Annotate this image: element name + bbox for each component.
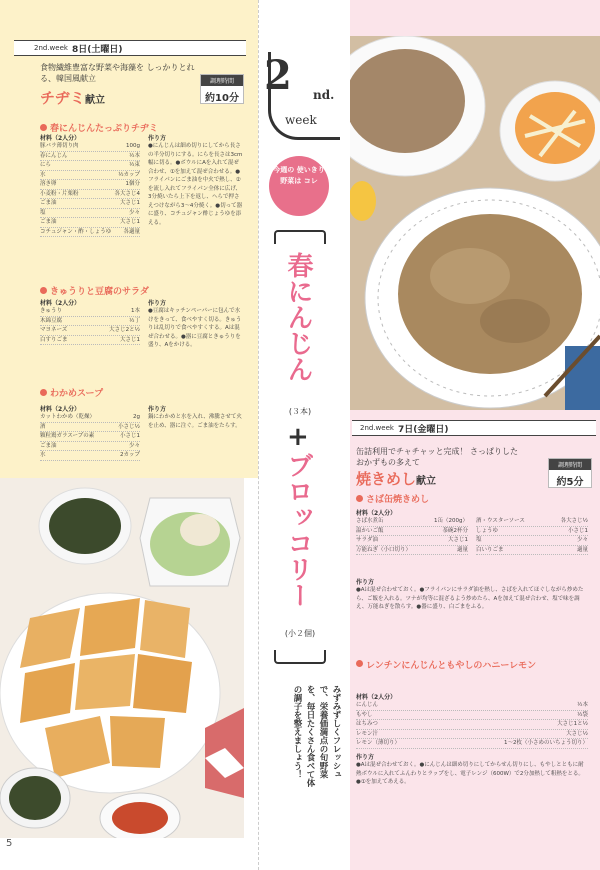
ingredient-amount: 適量 xyxy=(456,546,468,553)
ingredient-amount: 小さじ1 xyxy=(120,433,140,439)
ingredient-amount: 小さじ1 xyxy=(568,527,588,534)
ingredient-row xyxy=(476,527,588,537)
plus-sign: + xyxy=(287,422,309,452)
ingredient-amount: 各大さじ½ xyxy=(560,518,588,524)
time-value: 約5分 xyxy=(556,477,584,488)
ingredient-row xyxy=(40,199,140,209)
steps-honey-lemon: ●Aは混ぜ合わせておく。●にんじんは細め切りにしてからせん切りにし、もやしとともに耐熱ボウルに入れてふんわりとラップをし、電子レンジ（600W）で2分加熱して粗熱をとる。●①を加えてあえる。 xyxy=(356,762,584,785)
ingredient-row xyxy=(40,142,140,152)
ingredient-amount: 大さじ½ xyxy=(566,730,588,737)
ingredient-row xyxy=(40,326,140,336)
menu-name: チヂミ xyxy=(40,89,86,107)
ingredient-row xyxy=(476,546,588,556)
ingredient-name: 溶き卵 xyxy=(40,181,57,187)
bullet-icon xyxy=(356,660,363,667)
ingredients-header: 材料（2人分） xyxy=(356,510,397,517)
ingredient-name: 万能ねぎ（小口切り） xyxy=(356,546,412,553)
ingredients-list-saba-b xyxy=(476,517,588,555)
dish-name: わかめスープ xyxy=(50,389,104,399)
ingredient-row xyxy=(40,307,140,317)
ingredient-name: にんじん xyxy=(356,702,379,708)
ingredients-header: 材料（2人分） xyxy=(40,300,81,307)
veg-frame-top xyxy=(274,230,326,244)
bullet-icon xyxy=(356,495,363,502)
right-menu-intro: 缶詰利用でチャチャッと完成！ さっぱりしたおかずもの多えて xyxy=(356,447,519,467)
center-description: みずみずしくフレッシュで、栄養価満点の旬野菜を、毎日たくさん食べて体の調子を整えましょう！ xyxy=(292,685,341,787)
dish-title-saba xyxy=(356,492,429,505)
chijimi-photo xyxy=(0,478,244,838)
ingredient-amount: 1個分 xyxy=(125,181,140,187)
ingredient-row xyxy=(40,413,140,423)
ingredient-amount: 小さじ½ xyxy=(118,423,140,430)
ingredient-amount: 1本 xyxy=(131,308,140,314)
left-menu-intro: 食物繊維豊富な野菜や海藻を しっかりとれる、韓国風献立 xyxy=(40,63,195,83)
ingredient-amount: 大さじ1と½ xyxy=(557,721,588,727)
ingredient-amount: ½袋 xyxy=(577,711,588,718)
ingredient-amount: 大さじ1 xyxy=(448,537,468,543)
ingredient-name: マヨネーズ xyxy=(40,327,68,333)
menu-suffix: 献立 xyxy=(85,95,106,106)
ingredient-amount: 各適量 xyxy=(123,228,140,235)
ingredient-amount: 少々 xyxy=(128,442,140,449)
yakimeshi-photo xyxy=(350,36,600,410)
ingredient-amount: 1缶（200g） xyxy=(434,518,468,524)
ingredients-list-soup xyxy=(40,413,140,461)
ingredient-name: もやし xyxy=(356,711,373,718)
bullet-icon xyxy=(40,124,47,131)
ingredient-name: 小麦粉・片栗粉 xyxy=(40,190,79,197)
ingredients-list-honey-lemon xyxy=(356,701,588,749)
ingredient-row xyxy=(40,209,140,219)
ingredient-name: きゅうり xyxy=(40,308,63,314)
ingredient-row xyxy=(356,711,588,721)
week-word: week xyxy=(285,113,317,127)
vegetable-count-broccoli: (小２個) xyxy=(284,629,316,638)
vegetable-name-broccoli: ブロッコリー xyxy=(283,452,313,608)
steps-header: 作り方 xyxy=(356,579,375,586)
ingredients-header: 材料（2人分） xyxy=(40,406,81,413)
menu-name: 焼きめし xyxy=(356,470,417,488)
left-menu-title xyxy=(40,87,105,108)
ingredient-amount: 少々 xyxy=(128,209,140,216)
ingredient-name: カットわかめ（乾燥） xyxy=(40,414,95,420)
ingredient-name: ごま油 xyxy=(40,219,57,225)
page-number: 5 xyxy=(6,838,13,849)
day-date: 8日(土曜日) xyxy=(71,44,123,55)
steps-header: 作り方 xyxy=(148,300,167,307)
time-value: 約10分 xyxy=(205,93,239,104)
steps-header: 作り方 xyxy=(148,135,167,142)
ingredient-row xyxy=(356,720,588,730)
ingredient-name: 春にんじん xyxy=(40,152,68,159)
ingredient-row xyxy=(40,228,140,238)
ingredient-amount: 茶碗2杯分 xyxy=(442,527,468,534)
ingredient-row xyxy=(40,442,140,452)
ingredients-header: 材料（2人分） xyxy=(40,135,81,142)
time-label: 調理時間 xyxy=(201,75,243,86)
dish-name: さば缶焼きめし xyxy=(366,495,430,505)
ingredient-name: 酒・ウスターソース xyxy=(476,518,525,524)
ingredients-list-chijimi xyxy=(40,142,140,237)
ingredient-row xyxy=(40,190,140,200)
ingredient-name: コチュジャン・酢・しょうゆ xyxy=(40,228,112,235)
ingredient-name: 酒 xyxy=(40,423,46,430)
ingredient-amount: 2g xyxy=(133,414,140,420)
ingredients-list-saba-a xyxy=(356,517,468,555)
time-label: 調理時間 xyxy=(549,459,591,470)
ingredient-row xyxy=(476,536,588,546)
ingredient-amount: 1～2枚（小さめのいちょう切り） xyxy=(504,740,588,746)
ingredient-row xyxy=(356,536,468,546)
ingredient-name: 水 xyxy=(40,171,46,178)
ingredient-name: 塩 xyxy=(476,537,482,543)
left-day-header xyxy=(14,40,246,56)
ingredients-list-salad xyxy=(40,307,140,345)
right-menu-title xyxy=(356,468,436,489)
steps-soup: 鍋にわかめと水を入れ、沸騰させて火を止め、器に注ぐ。ごま油をたらす。 xyxy=(148,414,242,429)
steps-chijimi: ●にんじんは細め切りにしてから長さの半分切りにする。にらを長さは3cm幅に切る。●ボウルにAを入れて混ぜ合わせ、①を加えて混ぜ合わせる。●フライパンにごま油を中火で熱し、②を流し入れてフライパン全体に広げ、3分焼いたら上下を返し、へらで押さえつけながら3～4分焼く。●切って器に盛り、コチュジャン酢じょうゆを添える。 xyxy=(148,143,243,226)
ingredient-row xyxy=(40,336,140,346)
steps-saba: ●Aは混ぜ合わせておく。●フライパンにサラダ油を熱し、さばを入れてほぐしながら炒めたら、ご飯を入れる。ツナが均等に混ざるよう炒めたら、Aを加えて混ぜ合わせ、塩で味を調え、万能ねぎを散らす。●器に盛り、白ごまをふる。 xyxy=(356,587,584,610)
ingredient-row xyxy=(356,739,588,749)
right-time-box xyxy=(548,458,592,488)
ingredient-amount: 各大さじ4 xyxy=(114,190,140,197)
ingredient-row xyxy=(356,701,588,711)
right-day-header xyxy=(352,420,596,436)
ingredient-name: ごま油 xyxy=(40,200,57,206)
weekly-veg-badge: 今週の 使いきり 野菜は コレ xyxy=(269,156,329,216)
ingredient-amount: 大さじ1 xyxy=(120,219,140,225)
ingredient-amount: 少々 xyxy=(576,537,588,543)
ingredient-name: 温かいご飯 xyxy=(356,527,384,534)
ingredient-name: 白すりごま xyxy=(40,336,68,343)
ingredient-amount: ½束 xyxy=(129,162,140,168)
ingredient-amount: ½丁 xyxy=(129,317,140,324)
dish-name: きゅうりと豆腐のサラダ xyxy=(50,287,149,297)
ingredient-amount: 大さじ1 xyxy=(120,336,140,343)
day-date: 7日(金曜日) xyxy=(397,424,449,435)
bullet-icon xyxy=(40,389,47,396)
ingredient-name: レモン汁 xyxy=(356,730,379,737)
ingredient-name: ごま油 xyxy=(40,442,57,449)
ingredient-amount: ½カップ xyxy=(118,171,140,178)
ingredient-row xyxy=(40,423,140,433)
dish-name: 春にんじんたっぷりチヂミ xyxy=(50,124,159,134)
week-suffix: nd. xyxy=(313,88,335,102)
ingredient-name: サラダ油 xyxy=(356,537,378,543)
steps-salad: ●豆腐はキッチンペーパーに包んで水けをきって、食べやすく切る。きゅうりは乱切りで食べやすくする。Aは混ぜ合わせる。●器に豆腐ときゅうりを盛り、Aをかける。 xyxy=(148,308,242,348)
ingredient-row xyxy=(40,432,140,442)
ingredient-amount: 大さじ2と½ xyxy=(109,327,140,333)
ingredient-name: さば水煮缶 xyxy=(356,518,384,524)
ingredient-row xyxy=(476,517,588,527)
bullet-icon xyxy=(40,287,47,294)
ingredient-amount: 大さじ1 xyxy=(120,200,140,206)
ingredient-amount: 100g xyxy=(126,143,140,149)
dish-title-salad xyxy=(40,284,149,297)
vegetable-name-carrot: 春にんじん xyxy=(283,252,313,382)
ingredient-amount: 適量 xyxy=(576,546,588,553)
ingredient-row xyxy=(40,152,140,162)
week-number: 2 xyxy=(264,52,292,99)
ingredient-row xyxy=(40,317,140,327)
ingredient-row xyxy=(356,517,468,527)
ingredient-row xyxy=(356,546,468,556)
ingredient-row xyxy=(40,218,140,228)
vegetable-count-carrot: (３本) xyxy=(288,407,312,416)
ingredient-row xyxy=(40,180,140,190)
week-tag: 2nd.week xyxy=(360,424,394,432)
ingredient-name: 豚バラ薄切り肉 xyxy=(40,143,79,149)
steps-header: 作り方 xyxy=(356,754,375,761)
ingredient-row xyxy=(40,161,140,171)
week-tag: 2nd.week xyxy=(34,44,68,52)
ingredient-name: にら xyxy=(40,162,52,168)
left-time-box xyxy=(200,74,244,104)
dish-title-soup xyxy=(40,386,103,399)
dish-title-honey-lemon xyxy=(356,658,556,671)
ingredient-name: しょうゆ xyxy=(476,527,499,534)
ingredients-header: 材料（2人分） xyxy=(356,694,397,701)
ingredient-name: 木綿豆腐 xyxy=(40,317,63,324)
ingredient-amount: ½本 xyxy=(577,702,588,708)
ingredient-row xyxy=(356,730,588,740)
ingredient-row xyxy=(40,451,140,461)
dish-name: レンチンにんじんともやしのハニーレモン xyxy=(366,661,537,671)
steps-header: 作り方 xyxy=(148,406,167,413)
ingredient-name: レモン（薄切り） xyxy=(356,740,401,746)
ingredient-row xyxy=(356,527,468,537)
ingredient-row xyxy=(40,171,140,181)
ingredient-name: 水 xyxy=(40,452,46,458)
veg-frame-bottom xyxy=(274,650,326,664)
ingredient-name: はちみつ xyxy=(356,721,378,727)
menu-suffix: 献立 xyxy=(416,476,437,487)
ingredient-name: 顆粒鶏ガラスープの素 xyxy=(40,433,95,439)
ingredient-amount: ½本 xyxy=(129,152,140,159)
ingredient-amount: 2カップ xyxy=(120,452,140,458)
ingredient-name: 白いりごま xyxy=(476,546,504,553)
ingredient-name: 塩 xyxy=(40,209,46,216)
